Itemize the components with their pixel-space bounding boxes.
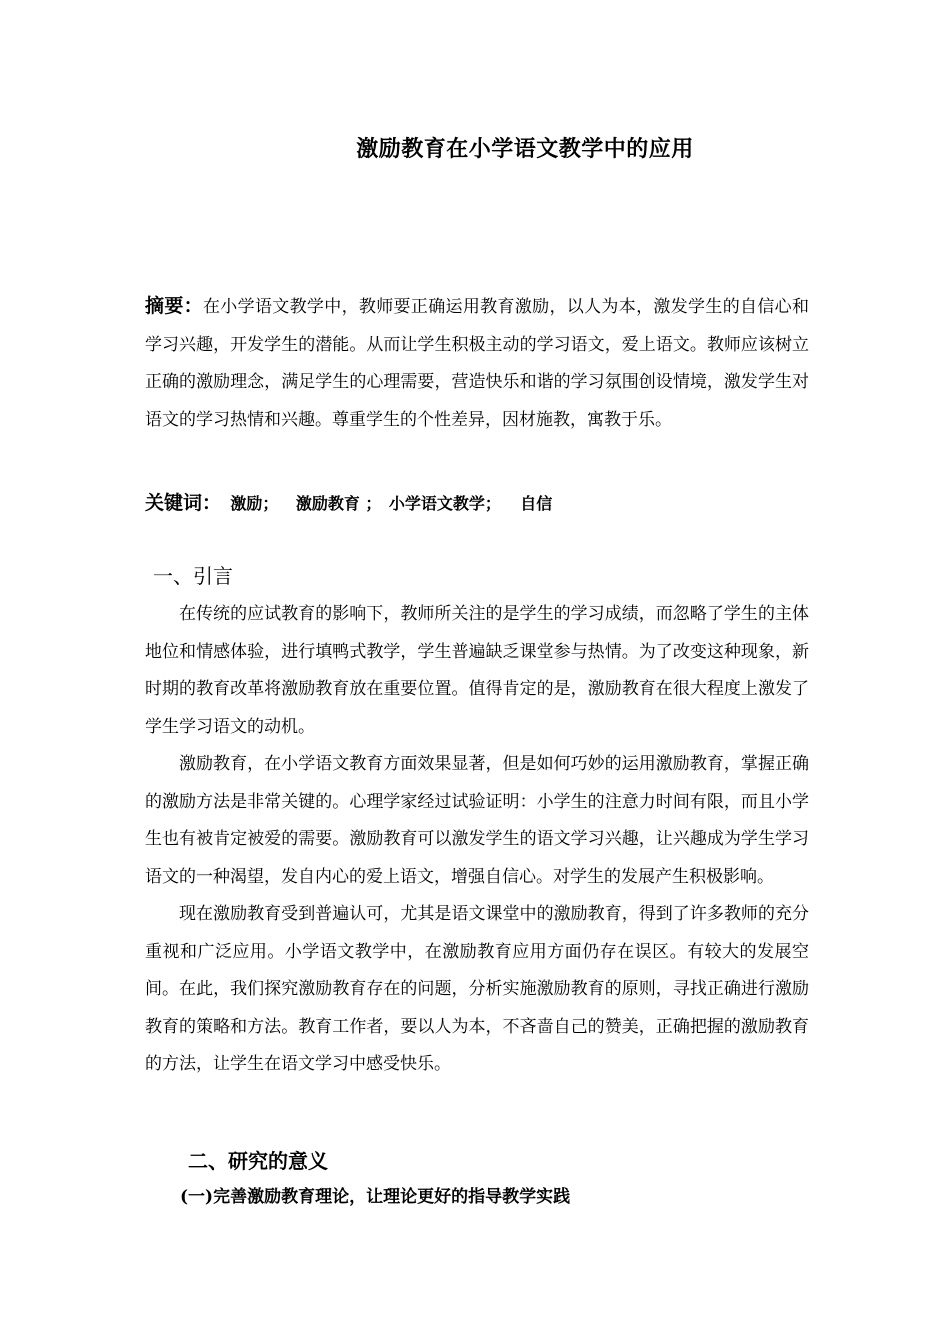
keyword-4: 自信 [520,494,553,513]
introduction-paragraph: 激励教育，在小学语文教育方面效果显著，但是如何巧妙的运用激励教育，掌握正确的激励方法是非常关键的。心理学家经过试验证明：小学生的注意力时间有限，而且小学生也有被肯定被爱的需要。激励教育可以激发学生的语文学习兴趣，让兴趣成为学生学习语文的一种渴望，发自内心的爱上语文，增强自信心。对学生的发展产生积极影响。 [145,754,809,887]
keywords [145,487,552,520]
section-heading-significance: 二、研究的意义 [188,1149,328,1173]
introduction-paragraph: 现在激励教育受到普遍认可，尤其是语文课堂中的激励教育，得到了许多教师的充分重视和广泛应用。小学语文教学中，在激励教育应用方面仍存在误区。有较大的发展空间。在此，我们探究激励教育存在的问题，分析实施激励教育的原则，寻找正确进行激励教育的策略和方法。教育工作者，要以人为本，不吝啬自己的赞美，正确把握的激励教育的方法，让学生在语文学习中感受快乐。 [145,904,809,1074]
section-heading-introduction: 一、引言 [153,564,233,588]
keyword-3: 小学语文教学； [388,494,501,513]
abstract [145,288,809,439]
keyword-1: 激励； [230,494,279,513]
document-title: 激励教育在小学语文教学中的应用 [356,137,694,162]
keyword-2: 激励教育 ； [295,494,382,513]
introduction-body [145,596,809,1084]
keywords-label: 关键词： [145,492,222,514]
introduction-paragraph: 在传统的应试教育的影响下，教师所关注的是学生的学习成绩，而忽略了学生的主体地位和情感体验，进行填鸭式教学，学生普遍缺乏课堂参与热情。为了改变这种现象，新时期的教育改革将激励教育放在重要位置。值得肯定的是，激励教育在很大程度上激发了学生学习语文的动机。 [145,604,809,737]
abstract-label: 摘要： [145,295,203,317]
subsection-heading: (一)完善激励教育理论，让理论更好的指导教学实践 [180,1187,571,1207]
abstract-text: 在小学语文教学中，教师要正确运用教育激励，以人为本，激发学生的自信心和学习兴趣，开发学生的潜能。从而让学生积极主动的学习语文，爱上语文。教师应该树立正确的激励理念，满足学生的心理需要，营造快乐和谐的学习氛围创设情境，激发学生对语文的学习热情和兴趣。尊重学生的个性差异，因材施教，寓教于乐。 [145,297,809,430]
